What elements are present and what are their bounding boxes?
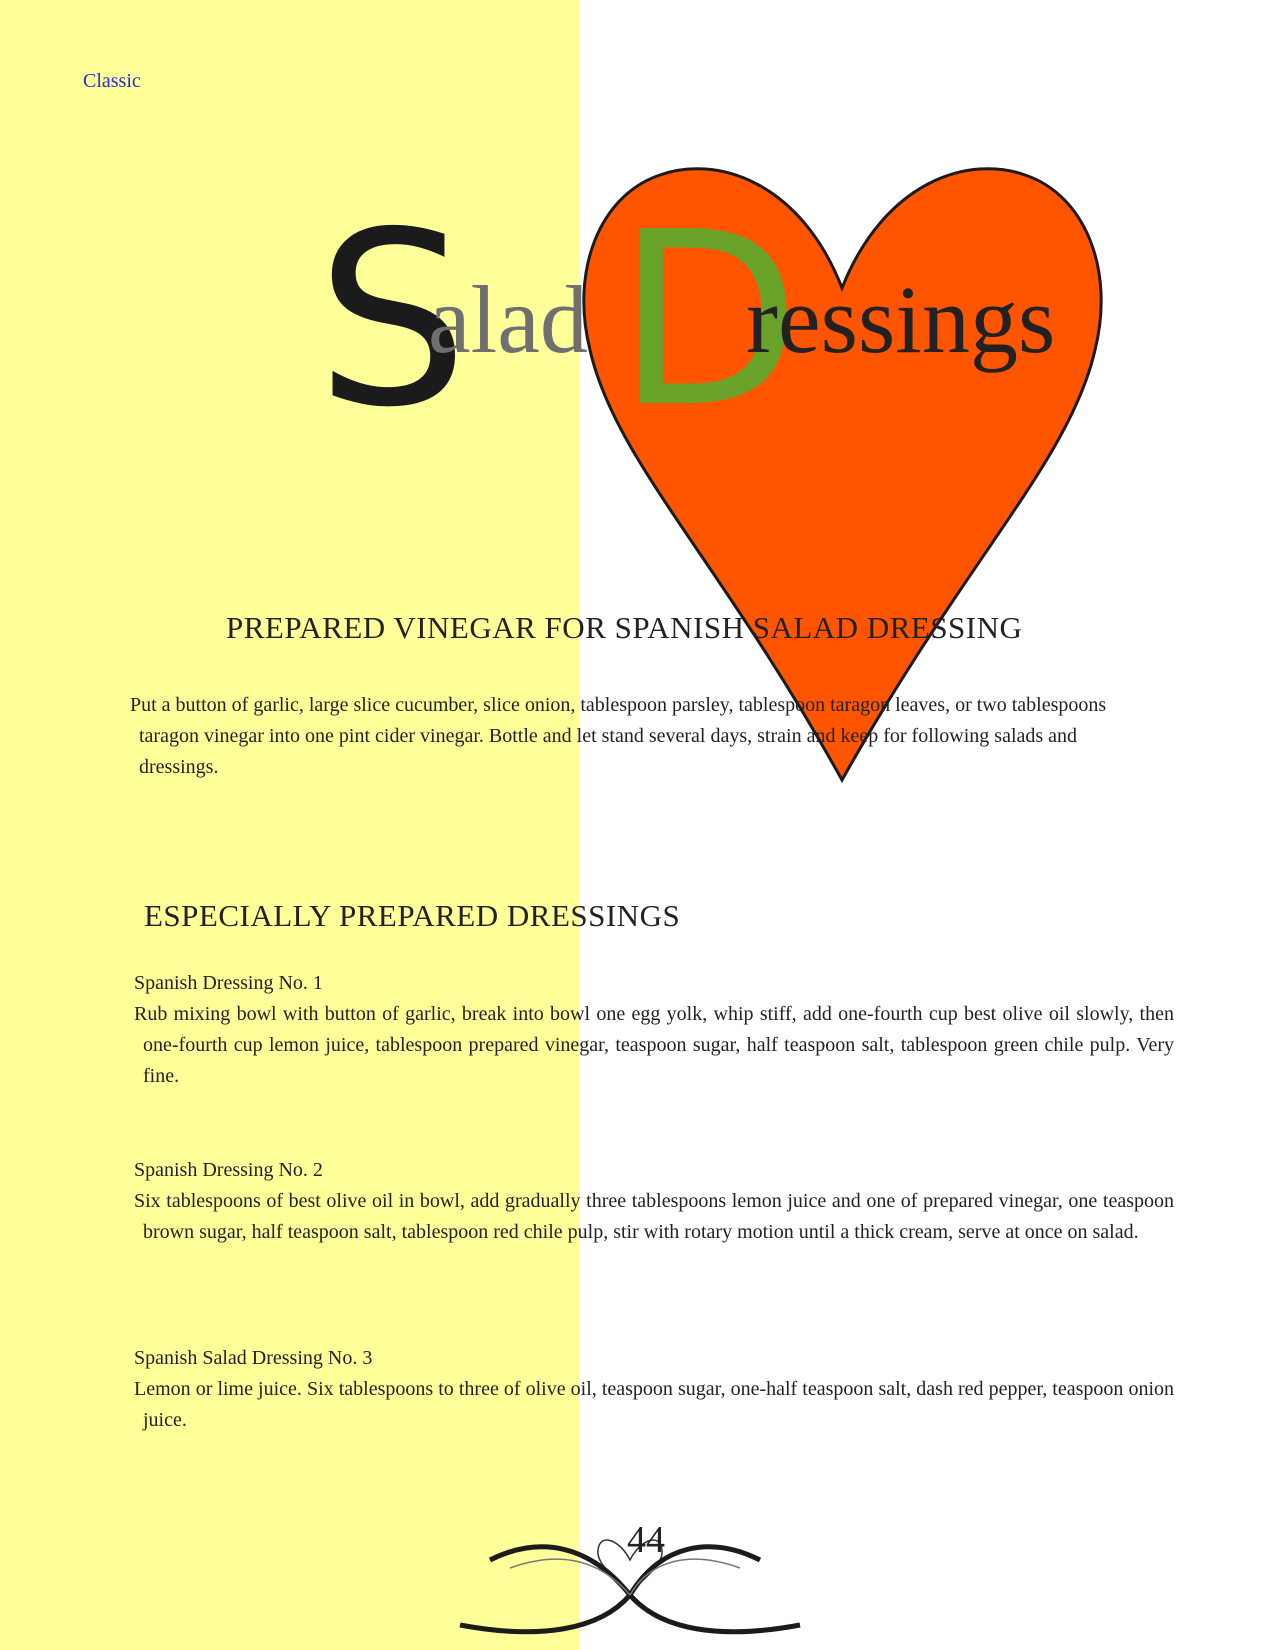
title-capital-d: D [616, 180, 801, 460]
prepared-vinegar-heading: PREPARED VINEGAR FOR SPANISH SALAD DRESSING [226, 610, 1023, 645]
recipe-title: Spanish Dressing No. 2 [134, 1159, 323, 1181]
recipe-text: Rub mixing bowl with button of garlic, break into bowl one egg yolk, whip stiff, add one-fourth cup best olive oil slowly, then one-fourth cup lemon juice, tablespoon prepared vinegar, teaspoon sugar, half teaspoon salt, tablespoon green chile pulp. Very fine. [134, 1003, 1174, 1087]
title-capital-s: S [316, 180, 469, 460]
title-word-alad: alad [428, 266, 588, 373]
recipe-title: Spanish Dressing No. 1 [134, 972, 323, 994]
recipe-block [134, 1155, 1174, 1248]
recipe-text: Lemon or lime juice. Six tablespoons to three of olive oil, teaspoon sugar, one-half teaspoon salt, dash red pepper, teaspoon onion juice. [134, 1378, 1174, 1431]
recipe-text: Six tablespoons of best olive oil in bowl, add gradually three tablespoons lemon juice and one of prepared vinegar, one teaspoon brown sugar, half teaspoon salt, tablespoon red chile pulp, stir with rotary motion until a thick cream, serve at once on salad. [134, 1190, 1174, 1243]
classic-label: Classic [83, 70, 141, 92]
page-number: 44 [627, 1519, 665, 1561]
recipe-block [134, 1343, 1174, 1436]
page-title [316, 180, 1076, 460]
recipe-title: Spanish Salad Dressing No. 3 [134, 1347, 373, 1369]
especially-prepared-heading: ESPECIALLY PREPARED DRESSINGS [144, 898, 681, 933]
recipe-block [134, 968, 1174, 1092]
prepared-vinegar-text: Put a button of garlic, large slice cucumber, slice onion, tablespoon parsley, tablespoon taragon leaves, or two tablespoons taragon vinegar into one pint cider vinegar. Bottle and let stand several days, strain and keep for following salads and dressings. [130, 694, 1107, 778]
title-word-ressings: ressings [746, 266, 1056, 373]
